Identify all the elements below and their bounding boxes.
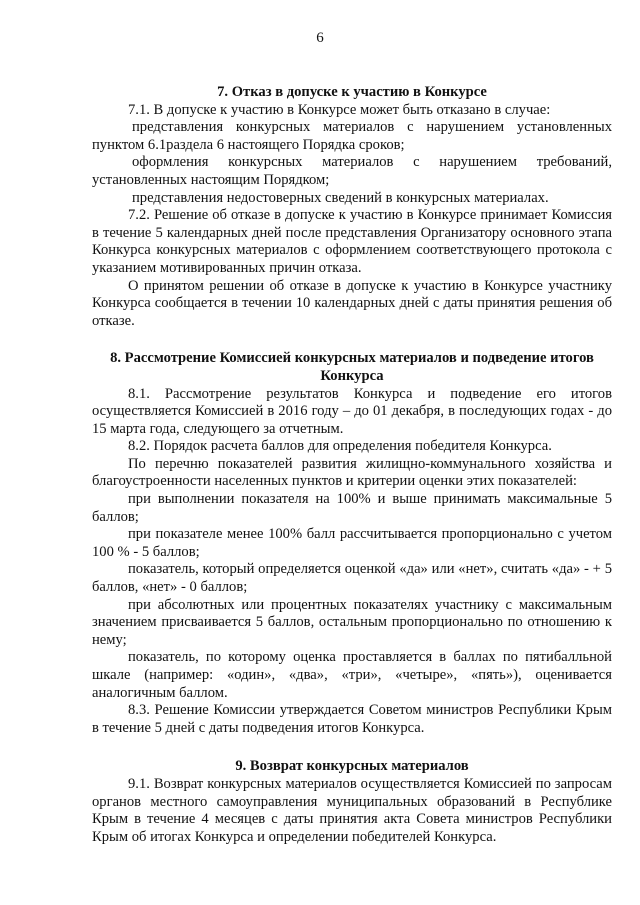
- page-number: 6: [316, 30, 324, 46]
- document-body: [92, 84, 612, 846]
- paragraph-7-2: 7.2. Решение об отказе в допуске к участию в Конкурсе принимает Комиссия в течение 5 календарных дней после представления Организатору основного этапа Конкурса конкурсных материалов с оформлением соответствующего протокола с указанием мотивированных причин отказа.: [92, 207, 612, 276]
- paragraph-8-2-b: при показателе менее 100% балл рассчитывается пропорционально с учетом 100 % - 5 баллов;: [92, 526, 612, 560]
- section-8-heading: 8. Рассмотрение Комиссией конкурсных материалов и подведение итогов Конкурса: [110, 350, 594, 384]
- paragraph-9-1: 9.1. Возврат конкурсных материалов осуществляется Комиссией по запросам органов местного самоуправления муниципальных образований в Республике Крым в течение 4 месяцев с даты принятия акта Совета министров Республики Крым об итогах Конкурса и определении победителей Конкурса.: [92, 775, 612, 845]
- paragraph-7-3: О принятом решении об отказе в допуске к участию в Конкурсе участнику Конкурса сообщается в течении 10 календарных дней с даты принятия решения об отказе.: [92, 277, 612, 329]
- paragraph-8-1: 8.1. Рассмотрение результатов Конкурса и подведение его итогов осуществляется Комиссией в 2016 году – до 01 декабря, в последующих годах - до 15 марта года, следующего за отчетным.: [92, 385, 612, 437]
- paragraph-7-1-a: представления конкурсных материалов с нарушением установленных пунктом 6.1раздела 6 настоящего Порядка сроков;: [92, 119, 612, 153]
- paragraph-8-3: 8.3. Решение Комиссии утверждается Советом министров Республики Крым в течение 5 дней с даты подведения итогов Конкурса.: [92, 702, 612, 736]
- paragraph-7-1-c: представления недостоверных сведений в конкурсных материалах.: [132, 189, 549, 206]
- section-9-heading: 9. Возврат конкурсных материалов: [235, 758, 469, 775]
- paragraph-8-2: 8.2. Порядок расчета баллов для определения победителя Конкурса.: [128, 438, 552, 455]
- paragraph-8-2-intro: По перечню показателей развития жилищно-коммунального хозяйства и благоустроенности населенных пунктов и критерии оценки этих показателей:: [92, 455, 612, 490]
- paragraph-8-2-c: показатель, который определяется оценкой «да» или «нет», считать «да» - + 5 баллов, «нет» - 0 баллов;: [92, 561, 612, 596]
- paragraph-8-2-a: при выполнении показателя на 100% и выше принимать максимальные 5 баллов;: [92, 491, 612, 525]
- paragraph-7-1-b: оформления конкурсных материалов с нарушением требований, установленных настоящим Порядком;: [92, 154, 612, 188]
- paragraph-8-2-d: при абсолютных или процентных показателях участнику с максимальным значением присваивается 5 баллов, остальным пропорционально по отношению к нему;: [92, 596, 612, 648]
- section-7-heading: 7. Отказ в допуске к участию в Конкурсе: [217, 84, 487, 100]
- paragraph-7-1: 7.1. В допуске к участию в Конкурсе может быть отказано в случае:: [128, 101, 551, 118]
- paragraph-8-2-e: показатель, по которому оценка проставляется в баллах по пятибалльной шкале (например: «один», «два», «три», «четыре», «пять»), оценивается аналогичным баллом.: [92, 649, 612, 701]
